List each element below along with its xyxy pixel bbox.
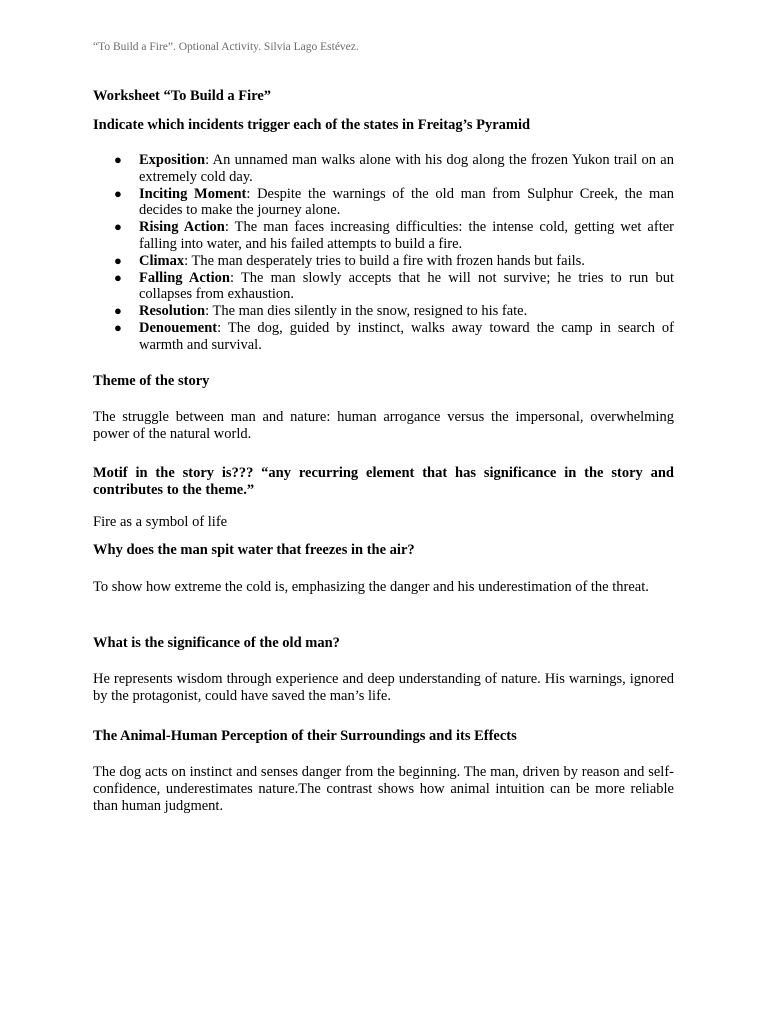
spit-answer: To show how extreme the cold is, emphasizing the danger and his underestimation of the threat. [93,579,649,595]
pyramid-item-inciting-moment [93,186,674,220]
freytag-pyramid-list [93,152,674,354]
motif-heading: Motif in the story is??? “any recurring element that has significance in the story and contributes to the theme.” [93,465,674,498]
pyramid-item-denouement [93,320,674,354]
pyramid-term: Climax [139,252,185,269]
bullet-icon: ● [114,252,122,268]
pyramid-item-climax [93,253,674,270]
bullet-icon: ● [114,219,122,235]
pyramid-item-falling-action [93,270,674,304]
pyramid-description: : The man faces increasing difficulties: the intense cold, getting wet after falling into water, and his failed attempts to build a fire. [139,219,674,252]
pyramid-item-rising-action [93,219,674,253]
pyramid-instruction: Indicate which incidents trigger each of the states in Freitag’s Pyramid [93,117,531,133]
pyramid-description: : An unnamed man walks alone with his dog along the frozen Yukon trail on an extremely cold day. [139,152,674,185]
pyramid-item-resolution [93,303,674,320]
theme-answer: The struggle between man and nature: human arrogance versus the impersonal, overwhelming power of the natural world. [93,409,674,442]
running-header: “To Build a Fire”. Optional Activity. Silvia Lago Estévez. [93,41,359,53]
bullet-icon: ● [114,303,122,319]
pyramid-item-exposition [93,152,674,186]
bullet-icon: ● [114,185,122,201]
theme-heading: Theme of the story [93,373,210,389]
bullet-icon: ● [114,152,122,167]
pyramid-term: Inciting Moment [139,185,247,202]
pyramid-term: Falling Action [139,269,230,286]
pyramid-term: Exposition [139,152,206,168]
bullet-icon: ● [114,319,122,335]
pyramid-description: : The man dies silently in the snow, resigned to his fate. [205,303,528,320]
old-man-question: What is the significance of the old man? [93,635,340,651]
motif-answer: Fire as a symbol of life [93,514,228,530]
pyramid-description: : The man slowly accepts that he will not survive; he tries to run but collapses from exhaustion. [139,269,674,303]
pyramid-description: : Despite the warnings of the old man from Sulphur Creek, the man decides to make the journey alone. [139,185,675,219]
pyramid-description: : The dog, guided by instinct, walks away toward the camp in search of warmth and survival. [139,319,674,353]
perception-answer: The dog acts on instinct and senses danger from the beginning. The man, driven by reason and self-confidence, underestimates nature.The contrast shows how animal intuition can be more reliable than human judgment. [93,764,674,814]
bullet-icon: ● [114,269,122,285]
pyramid-term: Denouement [139,319,218,336]
pyramid-term: Rising Action [139,219,225,236]
pyramid-description: : The man desperately tries to build a fire with frozen hands but fails. [184,252,585,269]
worksheet-title: Worksheet “To Build a Fire” [93,88,272,104]
pyramid-term: Resolution [139,303,206,320]
spit-question: Why does the man spit water that freezes in the air? [93,542,415,558]
perception-heading: The Animal-Human Perception of their Surroundings and its Effects [93,728,517,744]
old-man-answer: He represents wisdom through experience and deep understanding of nature. His warnings, ignored by the protagonist, could have saved the man’s life. [93,671,674,704]
